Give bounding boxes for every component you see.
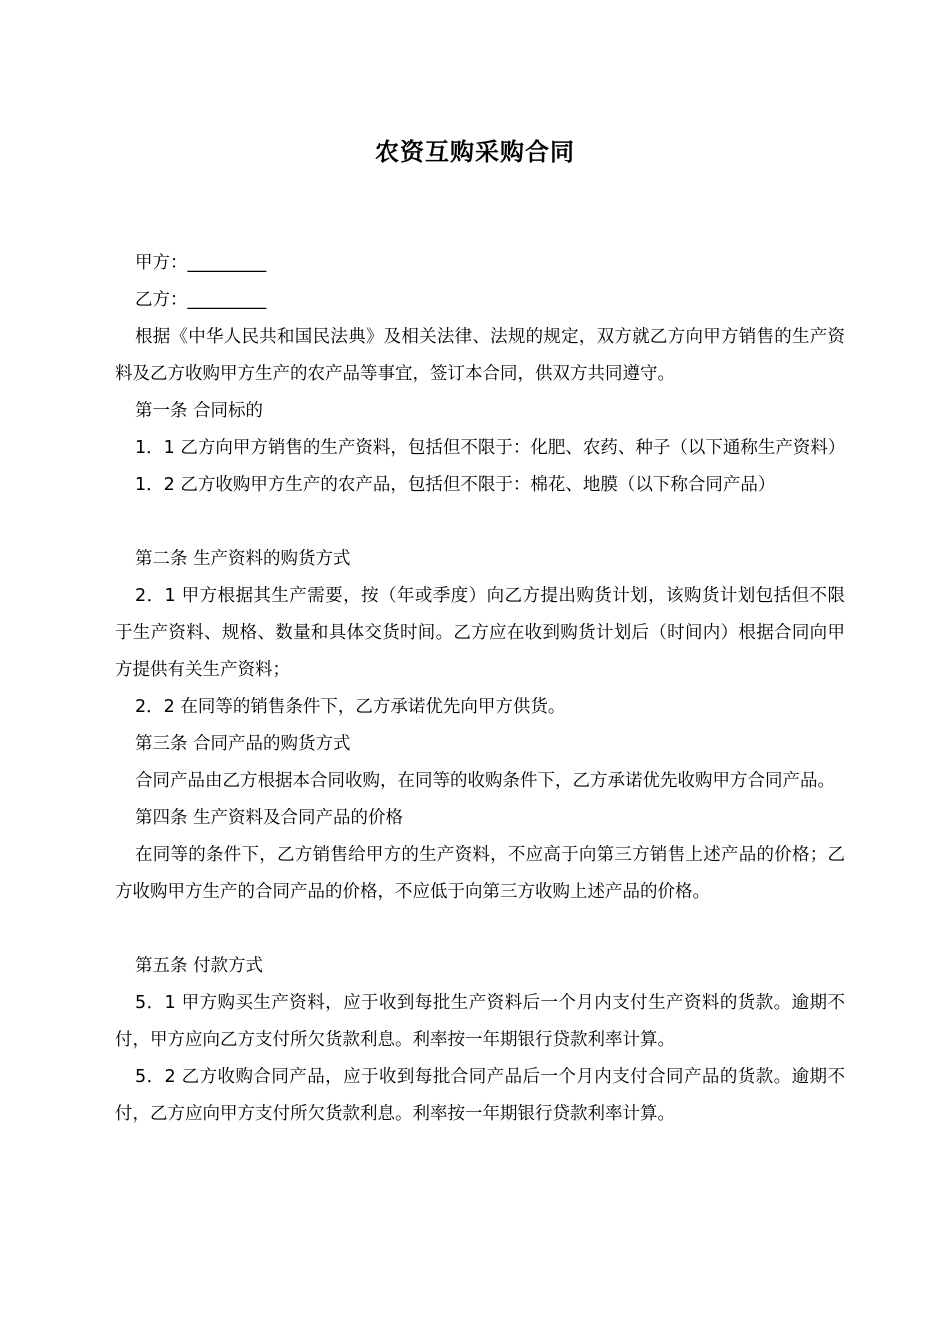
party-a-line: 甲方：_________ [135, 253, 267, 273]
clause-5-2: 5．2 乙方收购合同产品，应于收到每批合同产品后一个月内支付合同产品的货款。逾期不付，乙方应向甲方支付所欠货款利息。利率按一年期银行贷款利率计算。 [115, 1067, 845, 1124]
clause-5-1: 5．1 甲方购买生产资料，应于收到每批生产资料后一个月内支付生产资料的货款。逾期不付，甲方应向乙方支付所欠货款利息。利率按一年期银行贷款利率计算。 [115, 993, 845, 1050]
article-5-heading: 第五条 付款方式 [135, 956, 264, 976]
clause-1-2: 1．2 乙方收购甲方生产的农产品，包括但不限于：棉花、地膜（以下称合同产品） [135, 475, 776, 495]
spacer [115, 911, 845, 948]
page-title: 农资互购采购合同 [375, 138, 575, 166]
contract-body [115, 245, 845, 1133]
article-1-heading: 第一条 合同标的 [135, 401, 264, 421]
article-2-heading: 第二条 生产资料的购货方式 [135, 549, 351, 569]
clause-2-2: 2．2 在同等的销售条件下，乙方承诺优先向甲方供货。 [135, 697, 566, 717]
party-b-line: 乙方：_________ [135, 290, 267, 310]
spacer [115, 504, 845, 541]
clause-1-1: 1．1 乙方向甲方销售的生产资料，包括但不限于：化肥、农药、种子（以下通称生产资料） [135, 438, 846, 458]
preamble-paragraph: 根据《中华人民共和国民法典》及相关法律、法规的规定，双方就乙方向甲方销售的生产资料及乙方收购甲方生产的农产品等事宜，签订本合同，供双方共同遵守。 [115, 327, 845, 384]
article-3-heading: 第三条 合同产品的购货方式 [135, 734, 351, 754]
article-4-text: 在同等的条件下，乙方销售给甲方的生产资料，不应高于向第三方销售上述产品的价格；乙方收购甲方生产的合同产品的价格，不应低于向第三方收购上述产品的价格。 [115, 845, 845, 902]
article-3-text: 合同产品由乙方根据本合同收购，在同等的收购条件下，乙方承诺优先收购甲方合同产品。 [135, 771, 835, 791]
clause-2-1: 2．1 甲方根据其生产需要，按（年或季度）向乙方提出购货计划，该购货计划包括但不限于生产资料、规格、数量和具体交货时间。乙方应在收到购货计划后（时间内）根据合同向甲方提供有关生产资料； [115, 586, 845, 680]
article-4-heading: 第四条 生产资料及合同产品的价格 [135, 808, 404, 828]
